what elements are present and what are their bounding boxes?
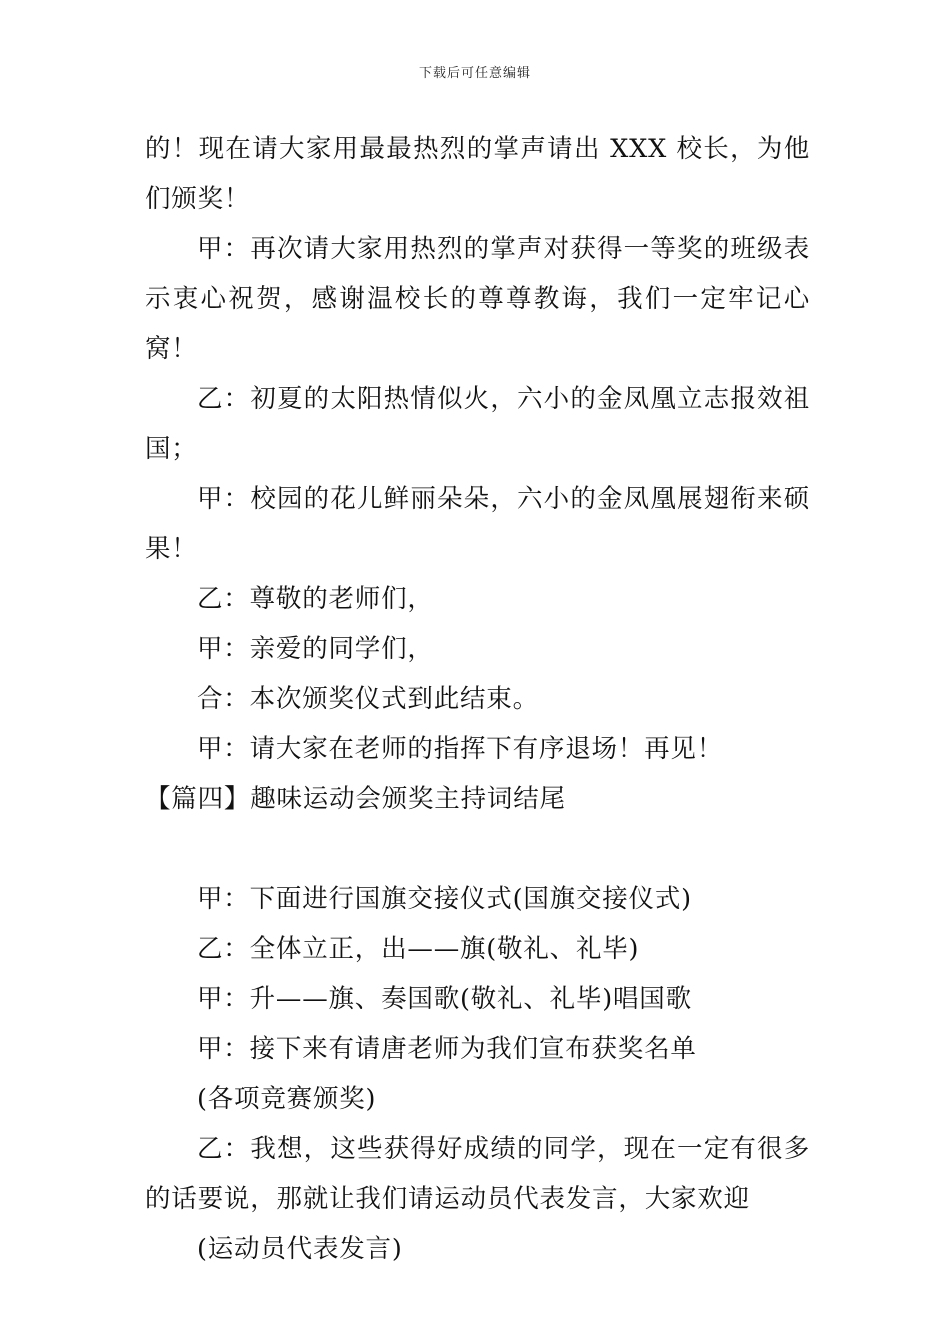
blank-line (145, 824, 810, 874)
section-title: 【篇四】趣味运动会颁奖主持词结尾 (145, 784, 566, 814)
paragraph: 甲：亲爱的同学们， (197, 634, 434, 664)
paragraph: 甲：请大家在老师的指挥下有序退场！再见！ (197, 734, 724, 764)
paragraph: (各项竞赛颁奖) (197, 1084, 377, 1114)
paragraph: 甲：升——旗、奏国歌(敬礼、礼毕)唱国歌 (197, 984, 692, 1014)
document-body (145, 124, 810, 1274)
paragraph: 乙：初夏的太阳热情似火，六小的金凤凰立志报效祖国； (145, 384, 810, 464)
paragraph: 乙：全体立正，出——旗(敬礼、礼毕) (197, 934, 640, 964)
paragraph: 乙：尊敬的老师们， (197, 584, 434, 614)
paragraph: (运动员代表发言) (197, 1234, 403, 1264)
paragraph: 甲：接下来有请唐老师为我们宣布获奖名单 (197, 1034, 697, 1064)
paragraph: 乙：我想，这些获得好成绩的同学，现在一定有很多的话要说，那就让我们请运动员代表发言，大家欢迎 (145, 1134, 810, 1214)
paragraph: 合：本次颁奖仪式到此结束。 (197, 684, 539, 714)
paragraph: 甲：校园的花儿鲜丽朵朵，六小的金凤凰展翅衔来硕果！ (145, 484, 810, 564)
paragraph: 甲：下面进行国旗交接仪式(国旗交接仪式) (197, 884, 692, 914)
paragraph: 甲：再次请大家用热烈的掌声对获得一等奖的班级表示衷心祝贺，感谢温校长的尊尊教诲，我们一定牢记心窝！ (145, 234, 810, 364)
page-header: 下载后可任意编辑 (418, 66, 531, 81)
paragraph: 的！现在请大家用最最热烈的掌声请出 XXX 校长，为他们颁奖！ (145, 134, 810, 214)
